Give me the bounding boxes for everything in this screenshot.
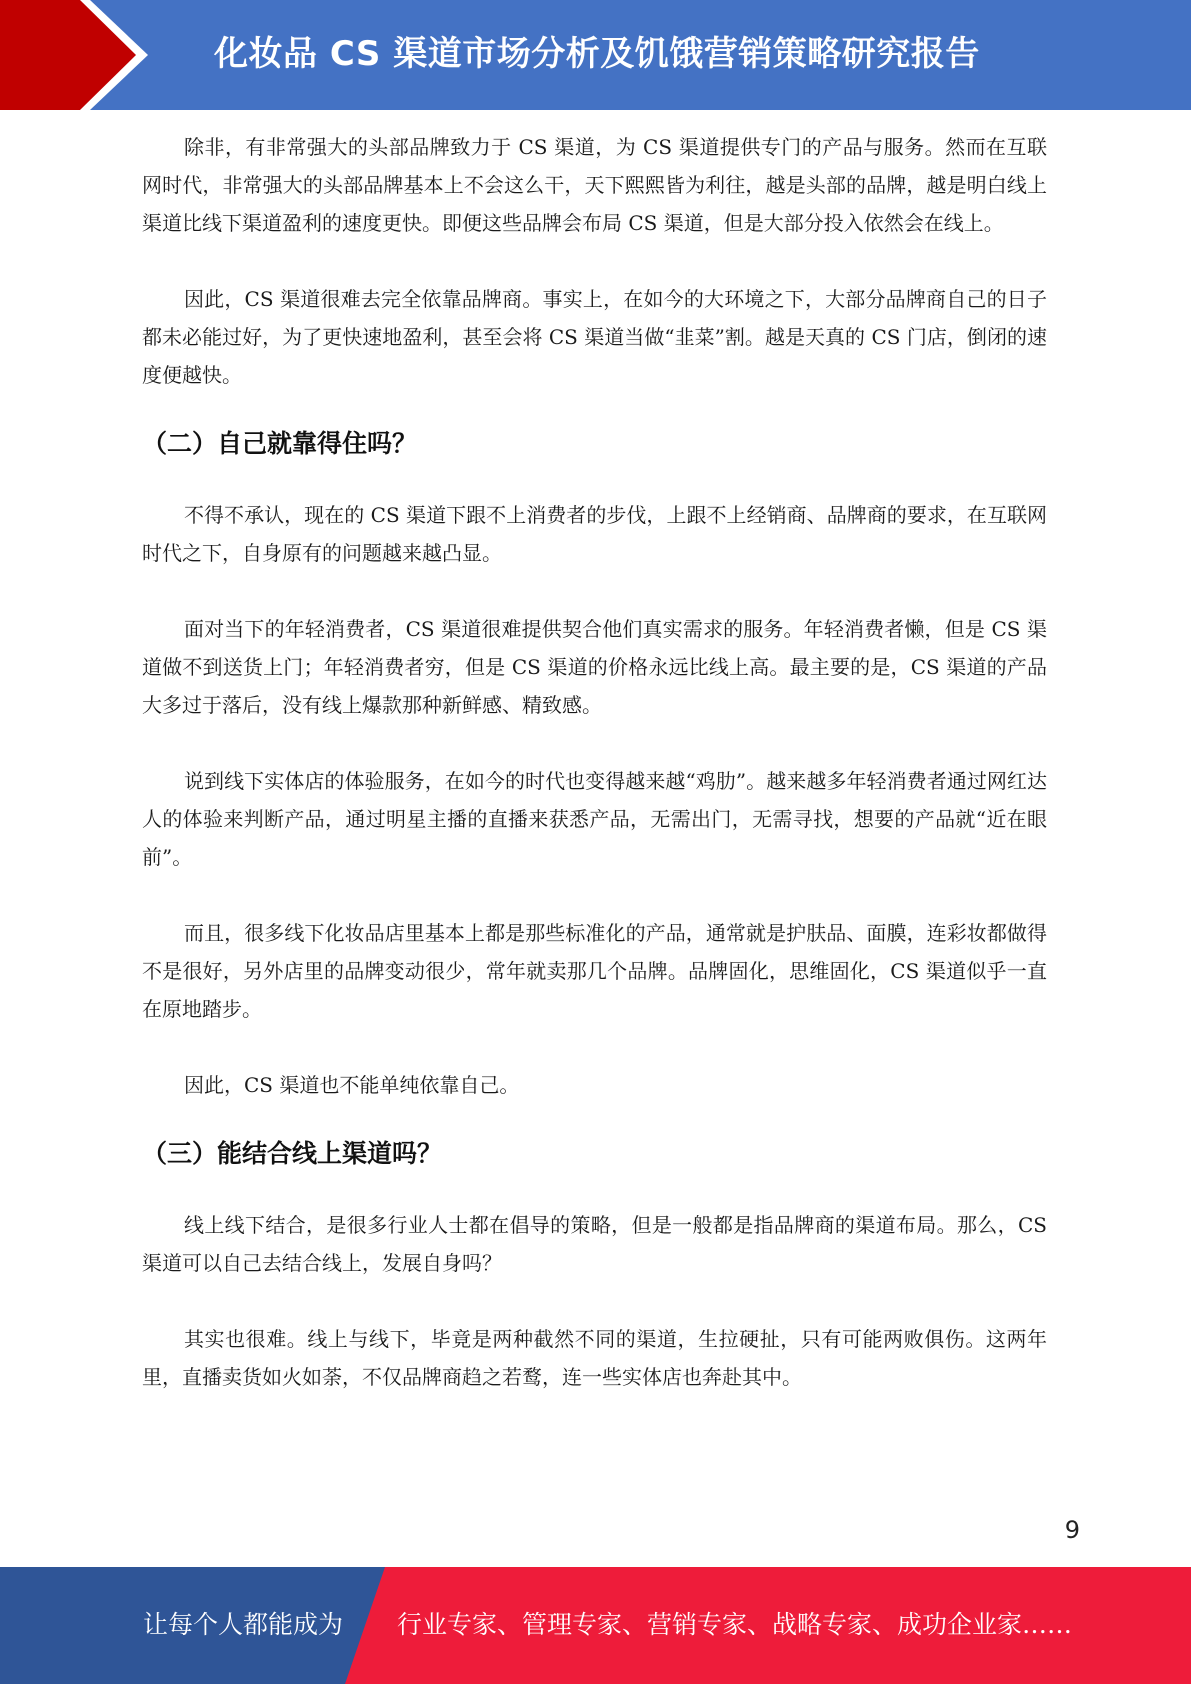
paragraph-7: 因此，CS 渠道也不能单纯依靠自己。 <box>184 1073 520 1097</box>
paragraph-5: 说到线下实体店的体验服务，在如今的时代也变得越来越“鸡肋”。越来越多年轻消费者通过网红达人的体验来判断产品，通过明星主播的直播来获悉产品，无需出门，无需寻找，想要的产品就“近在眼前”。 <box>142 769 1047 869</box>
paragraph-8: 线上线下结合，是很多行业人士都在倡导的策略，但是一般都是指品牌商的渠道布局。那么，CS 渠道可以自己去结合线上，发展自身吗？ <box>142 1213 1047 1275</box>
section-heading-2: （二）自己就靠得住吗？ <box>142 429 418 458</box>
paragraph-6: 而且，很多线下化妆品店里基本上都是那些标准化的产品，通常就是护肤品、面膜，连彩妆都做得不是很好，另外店里的品牌变动很少，常年就卖那几个品牌。品牌固化，思维固化，CS 渠道似乎一直在原地踏步。 <box>142 921 1047 1021</box>
page-number: 9 <box>1064 1516 1080 1544</box>
paragraph-1: 除非，有非常强大的头部品牌致力于 CS 渠道，为 CS 渠道提供专门的产品与服务。然而在互联网时代，非常强大的头部品牌基本上不会这么干，天下熙熙皆为利往，越是头部的品牌，越是明白线上渠道比线下渠道盈利的速度更快。即便这些品牌会布局 CS 渠道，但是大部分投入依然会在线上。 <box>142 135 1047 235</box>
paragraph-4: 面对当下的年轻消费者，CS 渠道很难提供契合他们真实需求的服务。年轻消费者懒，但是 CS 渠道做不到送货上门；年轻消费者穷，但是 CS 渠道的价格永远比线上高。最主要的是，CS 渠道的产品大多过于落后，没有线上爆款那种新鲜感、精致感。 <box>142 617 1047 717</box>
paragraph-3: 不得不承认，现在的 CS 渠道下跟不上消费者的步伐，上跟不上经销商、品牌商的要求，在互联网时代之下，自身原有的问题越来越凸显。 <box>142 503 1047 565</box>
section-heading-3: （三）能结合线上渠道吗？ <box>142 1139 443 1168</box>
paragraph-2: 因此，CS 渠道很难去完全依靠品牌商。事实上，在如今的大环境之下，大部分品牌商自己的日子都未必能过好，为了更快速地盈利，甚至会将 CS 渠道当做“韭菜”割。越是天真的 CS 门店，倒闭的速度便越快。 <box>142 287 1047 387</box>
footer-slogan-right: 行业专家、管理专家、营销专家、战略专家、成功企业家…… <box>397 1610 1073 1639</box>
page-footer <box>0 1567 1191 1684</box>
page-header <box>0 0 1191 110</box>
footer-slogan-left: 让每个人都能成为 <box>143 1610 344 1639</box>
page-content <box>142 128 1047 1396</box>
paragraph-9: 其实也很难。线上与线下，毕竟是两种截然不同的渠道，生拉硬扯，只有可能两败俱伤。这两年里，直播卖货如火如荼，不仅品牌商趋之若鹜，连一些实体店也奔赴其中。 <box>142 1327 1047 1389</box>
report-title: 化妆品 CS 渠道市场分析及饥饿营销策略研究报告 <box>214 34 980 74</box>
